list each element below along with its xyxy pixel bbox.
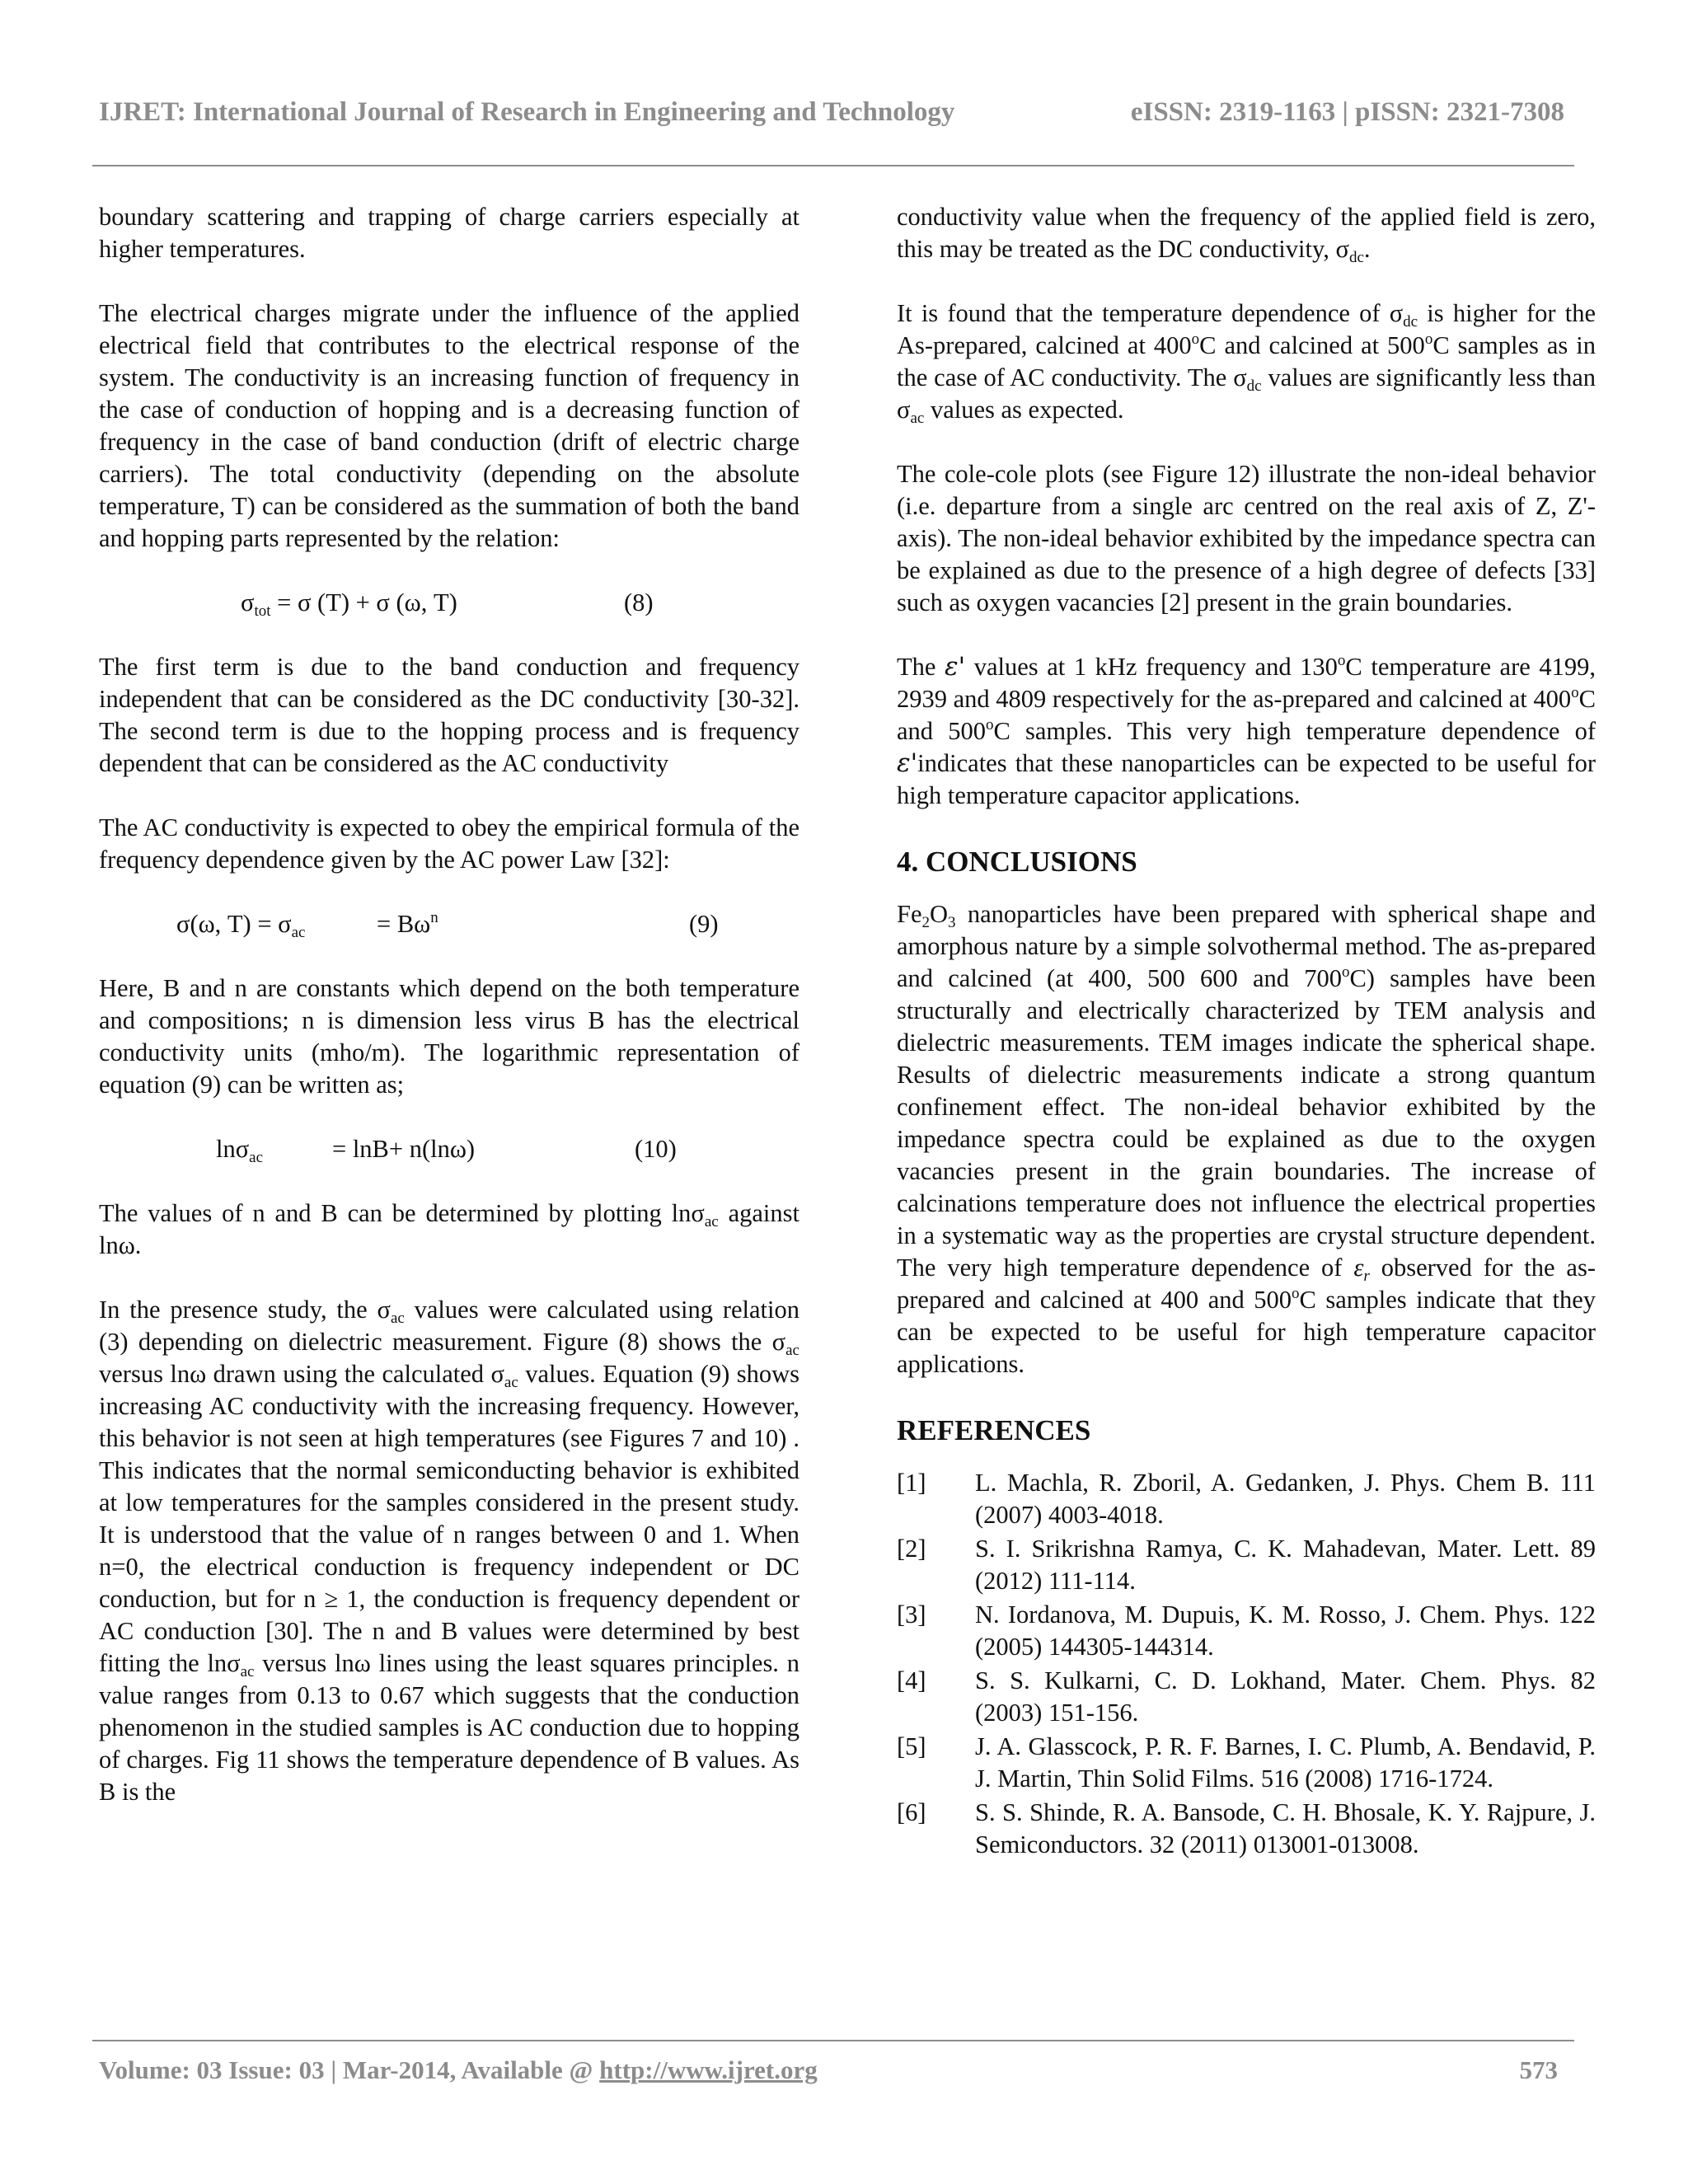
equation-rhs: = $B\omega^n$ [377, 909, 438, 938]
reference-item: [4] S. S. Kulkarni, C. D. Lokhand, Mater. Chem. Phys. 82 (2003) 151-156. [897, 1666, 1596, 1727]
equation-body: σ(ω, $T) = \sigma_{ac}$ [176, 910, 306, 941]
reference-item: [1] L. Machla, R. Zboril, A. Gedanken, J. Phys. Chem B. 111 (2007) 4003-4018. [897, 1469, 1596, 1529]
paragraph: The electrical charges migrate under the influence of the applied electrical field that contributes to the electrical response of the system. The conductivity is an increasing function of frequency in the case of conduction of hopping and is a decreasing function of frequency in the case of band conduction (drift of electric charge carriers). The total conductivity (depending on the absolute temperature, T) can be considered as the summation of both the band and hopping parts represented by the relation: [99, 299, 799, 552]
equation-number: (9) [689, 910, 719, 938]
paragraph: The values of n and B can be determined by plotting lnσ$_{ac}$ against lnω. [99, 1199, 799, 1259]
equation-number: (8) [624, 588, 654, 616]
running-header [99, 97, 1582, 138]
header-rule [92, 165, 1574, 166]
paragraph: The first term is due to the band conduction and frequency independent that can be considered as the DC conductivity [30-32]. The second term is due to the hopping process and is frequency dependent that can be considered as the AC conductivity [99, 653, 799, 777]
equation-body: $\sigma_{tot} = \sigma$ (T) + σ (ω, T) [241, 588, 457, 620]
right-column [897, 201, 1596, 1863]
footer-rule [92, 2040, 1574, 2041]
issn-line: eISSN: 2319-1163 | pISSN: 2321-7308 [1130, 97, 1564, 127]
paragraph: It is found that the temperature dependence of $\sigma_{dc}$ is higher for the As-prepared, calcined at 400$^o$C and calcined at 500$^o$C samples as in the case of AC conductivity. The $\sigma_{dc}$ values are significantly less than $\sigma_{ac}$ values as expected. [897, 299, 1597, 427]
journal-title: IJRET: International Journal of Research in Engineering and Technology [99, 97, 955, 127]
paragraph: conductivity value when the frequency of the applied field is zero, this may be treated as the DC conductivity, $\sigma_{dc}$. [897, 203, 1596, 266]
reference-list [897, 1467, 1596, 1861]
equation-number: (10) [635, 1135, 677, 1163]
epsilon-symbol: ε [1353, 1254, 1364, 1282]
journal-link[interactable]: http://www.ijret.org [599, 2055, 818, 2084]
section-heading-references: REFERENCES [897, 1414, 1091, 1446]
left-column [99, 201, 799, 1840]
reference-item: [3] N. Iordanova, M. Dupuis, K. M. Rosso, J. Chem. Phys. 122 (2005) 144305-144314. [897, 1601, 1596, 1661]
paragraph: Here, B and n are constants which depend on the both temperature and compositions; n is dimension less virus B has the electrical conductivity units (mho/m). The logarithmic representation of equation (9) can be written as; [99, 974, 799, 1099]
equation-rhs: = lnB+ n(lnω) [332, 1135, 476, 1163]
paragraph: The AC conductivity is expected to obey the empirical formula of the frequency dependence given by the AC power Law [32]: [99, 813, 799, 874]
equation-8 [99, 587, 799, 619]
reference-item: [6] S. S. Shinde, R. A. Bansode, C. H. Bhosale, K. Y. Rajpure, J. Semiconductors. 32 (2011) 013001-013008. [897, 1798, 1596, 1858]
page-number: 573 [1519, 2055, 1558, 2084]
epsilon-symbol: ε' [945, 652, 966, 682]
footer-volume-info: Volume: 03 Issue: 03 | Mar-2014, Available @ http://www.ijret.org [99, 2055, 818, 2084]
reference-item: [2] S. I. Srikrishna Ramya, C. K. Mahadevan, Mater. Lett. 89 (2012) 111-114. [897, 1535, 1596, 1595]
equation-body: lnσ$_{ac}$ [216, 1135, 264, 1166]
paragraph: $Fe_2O_3$ nanoparticles have been prepared with spherical shape and amorphous nature by a simple solvothermal method. The as-prepared and calcined (at 400, 500 600 and 700$^o$C) samples have been structurally and electrically characterized by TEM analysis and dielectric measurements. TEM images indicate the spherical shape. Results of dielectric measurements indicate a strong quantum confinement effect. The non-ideal behavior exhibited by the impedance spectra could be explained as due to the oxygen vacancies present in the grain boundaries. The increase of calcinations temperature does not influence the electrical properties in a systematic way as the properties are crystal structure dependent. The very high temperature dependence of $\varepsilon_r$ observed for the as-prepared and calcined at 400 and 500$^o$C samples indicate that they can be expected to be useful for high temperature capacitor applications. [897, 900, 1597, 1378]
epsilon-symbol: ε' [897, 748, 918, 778]
paragraph: The ε' values at 1 kHz frequency and 130$^o$C temperature are 4199, 2939 and 4809 respectively for the as-prepared and calcined at 400$^o$C and 500$^o$C samples. This very high temperature dependence of ε'indicates that these nanoparticles can be expected to be useful for high temperature capacitor applications. [897, 652, 1596, 809]
paragraph: boundary scattering and trapping of charge carriers especially at higher temperatures. [99, 203, 799, 263]
equation-10 [99, 1133, 799, 1165]
reference-item: [5] J. A. Glasscock, P. R. F. Barnes, I. C. Plumb, A. Bendavid, P. J. Martin, Thin Solid Films. 516 (2008) 1716-1724. [897, 1732, 1596, 1793]
section-heading-conclusions: 4. CONCLUSIONS [897, 846, 1137, 878]
paragraph: The cole-cole plots (see Figure 12) illustrate the non-ideal behavior (i.e. departure from a single arc centred on the real axis of Z, Z'-axis). The non-ideal behavior exhibited by the impedance spectra can be explained as due to the presence of a high degree of defects [33] such as oxygen vacancies [2] present in the grain boundaries. [897, 460, 1596, 616]
equation-9 [99, 908, 799, 940]
paragraph: In the presence study, the $\sigma_{ac}$ values were calculated using relation (3) depending on dielectric measurement. Figure (8) shows the $\sigma_{ac}$ versus lnω drawn using the calculated $\sigma_{ac}$ values. Equation (9) shows increasing AC conductivity with the increasing frequency. However, this behavior is not seen at high temperatures (see Figures 7 and 10) . This indicates that the normal semiconducting behavior is exhibited at low temperatures for the samples considered in the present study. It is understood that the value of n ranges between 0 and 1. When n=0, the electrical conduction is frequency independent or DC conduction, but for n ≥ 1, the conduction is frequency dependent or AC conduction [30]. The n and B values were determined by best fitting the lnσ$_{ac}$ versus lnω lines using the least squares principles. n value ranges from 0.13 to 0.67 which suggests that the conduction phenomenon in the studied samples is AC conduction due to hopping of charges. Fig 11 shows the temperature dependence of B values. As B is the [99, 1296, 799, 1806]
running-footer [99, 2055, 1558, 2093]
